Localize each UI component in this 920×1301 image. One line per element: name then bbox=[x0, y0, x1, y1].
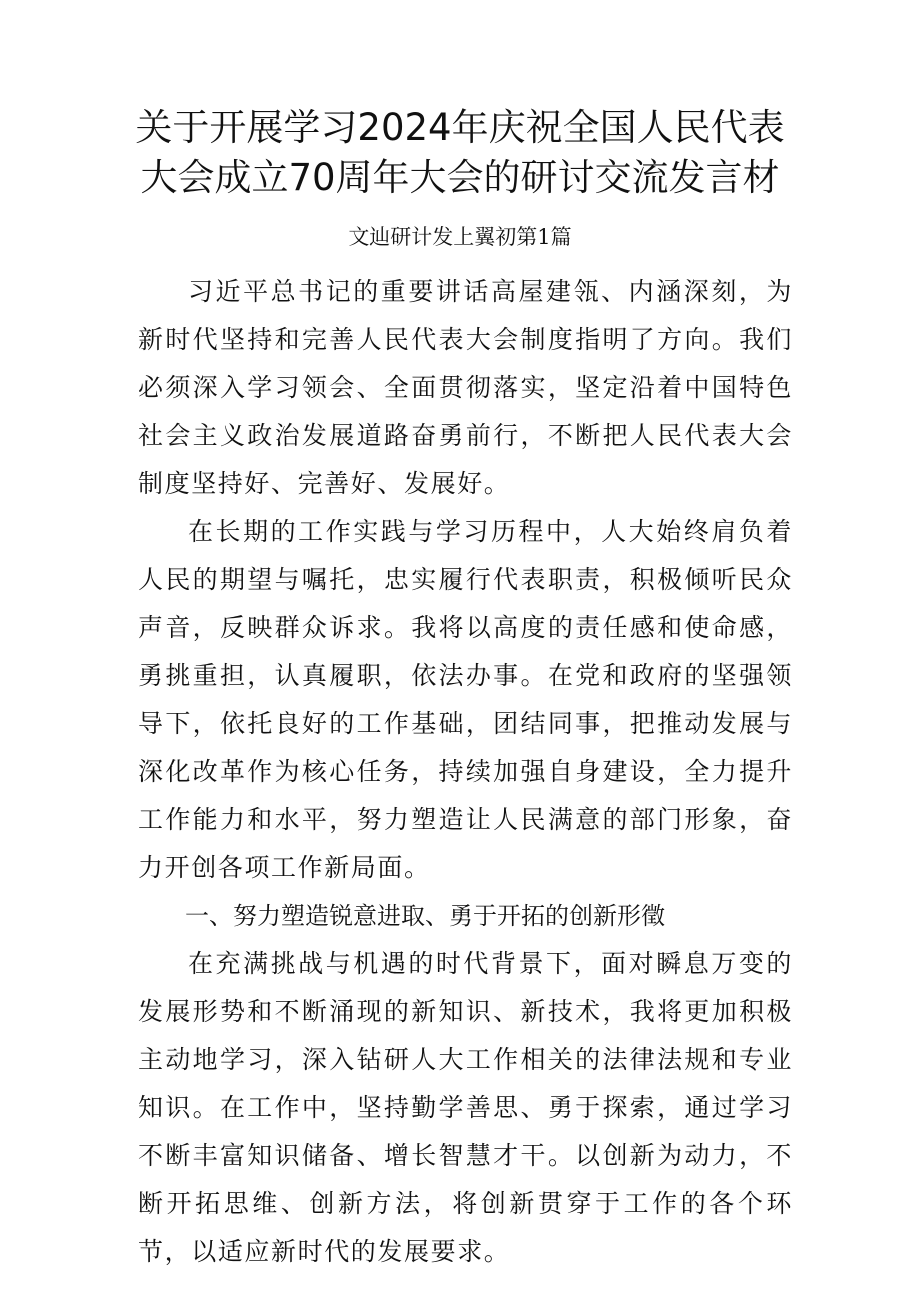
document-body bbox=[138, 268, 793, 1276]
body-paragraph-2: 在长期的工作实践与学习历程中，人大始终肩负着人民的期望与嘱托，忠实履行代表职责，积极倾听民众声音，反映群众诉求。我将以高度的责任感和使命感，勇挑重担，认真履职，依法办事。在党和政府的坚强领导下，依托良好的工作基础，团结同事，把推动发展与深化改革作为核心任务，持续加强自身建设，全力提升工作能力和水平，努力塑造让人民满意的部门形象，奋力开创各项工作新局面。 bbox=[138, 517, 793, 882]
body-paragraph-1: 习近平总书记的重要讲话高屋建瓴、内涵深刻，为新时代坚持和完善人民代表大会制度指明了方向。我们必须深入学习领会、全面贯彻落实，坚定沿着中国特色社会主义政治发展道路奋勇前行，不断把人民代表大会制度坚持好、完善好、发展好。 bbox=[138, 277, 793, 498]
section-paragraph: 在充满挑战与机遇的时代背景下，面对瞬息万变的发展形势和不断涌现的新知识、新技术，我将更加积极主动地学习，深入钻研人大工作相关的法律法规和专业知识。在工作中，坚持勤学善思、勇于探索，通过学习不断丰富知识储备、增长智慧才干。以创新为动力，不断开拓思维、创新方法，将创新贯穿于工作的各个环节，以适应新时代的发展要求。 bbox=[138, 949, 793, 1266]
document-title: 关于开展学习2024年庆祝全国人民代表大会成立70周年大会的研讨交流发言材 bbox=[135, 106, 785, 199]
section-heading: 一、努力塑造锐意进取、勇于开拓的创新形徵 bbox=[185, 902, 665, 930]
document-subtitle: 文辿研计发上翼初第1篇 bbox=[348, 225, 572, 249]
